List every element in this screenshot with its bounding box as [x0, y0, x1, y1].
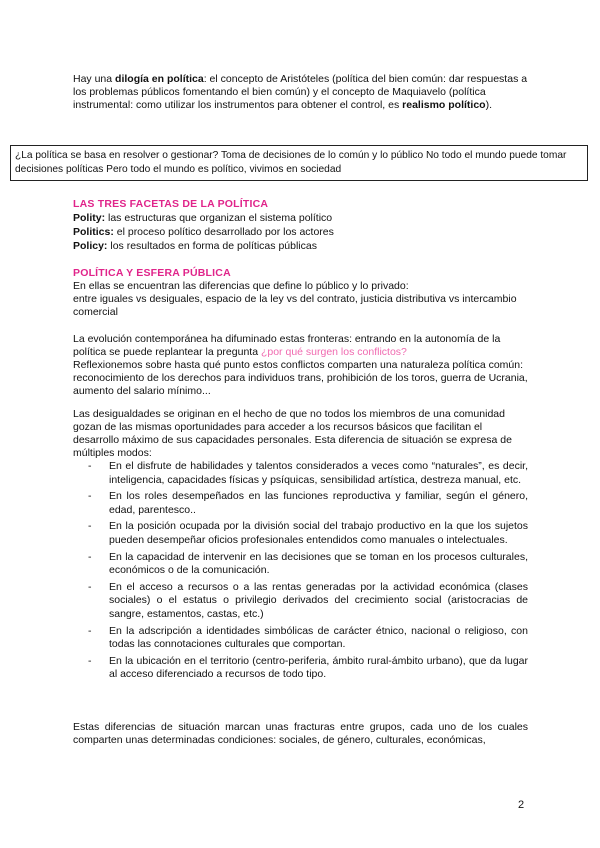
dash-bullet: - [88, 520, 92, 533]
faceta-text: los resultados en forma de políticas públicas [107, 240, 317, 252]
desigualdades-section [73, 408, 528, 685]
intro-mid: : el concepto de Aristóteles (política del bien común: dar respuestas a los problemas públicos fomentando el bien común) y el concepto de Maquiavelo (política instrumental: como utilizar los instrumentos para obtener el control, es [73, 73, 528, 111]
faceta-term: Policy: [73, 240, 108, 252]
final-text: Estas diferencias de situación marcan unas fracturas entre grupos, cada uno de los cuales comparten unas determinadas condiciones: sociales, de género, culturales, económicas, [73, 721, 528, 746]
dash-bullet: - [88, 550, 92, 563]
question-box [10, 145, 588, 181]
list-item [73, 581, 528, 622]
dash-bullet: - [88, 580, 92, 593]
faceta-term: Politics: [73, 226, 114, 238]
page-number: 2 [518, 799, 525, 811]
list-item-text: En el acceso a recursos o a las rentas generadas por la actividad económica (clases sociales) o el estatus o privilegio derivados del crecimiento social (aristocracias de sangre, estamentos, castas, etc.) [109, 580, 528, 620]
faceta-text: las estructuras que organizan el sistema político [105, 212, 333, 224]
intro-paragraph [73, 73, 528, 112]
dash-bullet: - [88, 460, 92, 472]
list-item [73, 625, 528, 652]
list-item [73, 655, 528, 682]
desigualdades-intro: Las desigualdades se originan en el hecho de que no todos los miembros de una comunidad gozan de las mismas oportunidades para acceder a los recursos básicos que facilitan el desarrollo máximo de sus capacidades personales. Esta diferencia de situación se expresa de múltiples modos: [73, 408, 512, 459]
evolucion-text1: La evolución contemporánea ha difuminado estas fronteras: entrando en la autonomía de la política se puede replantear la pregunta [73, 333, 501, 358]
final-paragraph [73, 721, 528, 747]
faceta-politics [73, 225, 528, 239]
list-item-text: En los roles desempeñados en las funciones reproductiva y familiar, según el género, edad, parentesco.. [109, 490, 528, 516]
list-item [73, 490, 528, 517]
list-item-text: En la adscripción a identidades simbólicas de carácter étnico, nacional o religioso, con todas las connotaciones culturales que comportan. [109, 624, 528, 651]
list-item-text: En la ubicación en el territorio (centro-periferia, ámbito rural-ámbito urbano), que da lugar al acceso diferenciado a recursos de todo tipo. [109, 654, 528, 681]
dash-bullet: - [88, 490, 92, 503]
esfera-heading: POLÍTICA Y ESFERA PÚBLICA [73, 267, 231, 279]
facetas-section [73, 198, 528, 253]
dash-bullet: - [88, 624, 92, 637]
intro-term-dilogia: dilogía en política [115, 73, 204, 85]
dash-bullet: - [88, 654, 92, 667]
faceta-policy [73, 239, 528, 253]
intro-pre: Hay una [73, 73, 116, 85]
esfera-line1: En ellas se encuentran las diferencias que define lo público y lo privado: [73, 280, 409, 292]
faceta-term: Polity: [73, 212, 106, 224]
esfera-section [73, 267, 528, 319]
evolucion-text2: Reflexionemos sobre hasta qué punto estos conflictos comparten una naturaleza política común: reconocimiento de los derechos para individuos trans, prohibición de los toros, guerra de Ucrania, aumento del salario mínimo... [73, 359, 528, 397]
list-item-text: En la capacidad de intervenir en las decisiones que se toman en los procesos culturales, económicos o de la comunicación. [109, 550, 528, 577]
faceta-text: el proceso político desarrollado por los actores [113, 226, 334, 238]
esfera-line2: entre iguales vs desiguales, espacio de la ley vs del contrato, justicia distributiva vs intercambio comercial [73, 293, 517, 318]
intro-post: ). [485, 99, 493, 111]
evolucion-paragraph [73, 333, 528, 398]
question-box-text: ¿La política se basa en resolver o gestionar? Toma de decisiones de lo común y lo público No todo el mundo puede tomar decisiones políticas Pero todo el mundo es político, vivimos en sociedad [15, 150, 567, 175]
list-item [73, 460, 528, 487]
facetas-heading: LAS TRES FACETAS DE LA POLÍTICA [73, 198, 269, 210]
list-item [73, 520, 528, 547]
intro-term-realismo: realismo político [402, 99, 486, 111]
faceta-polity [73, 211, 528, 225]
desigualdades-list [73, 460, 528, 682]
list-item [73, 551, 528, 578]
list-item-text: En la posición ocupada por la división social del trabajo productivo en la que los sujetos pueden desempeñar oficios profesionales entendidos como manuales o intelectuales. [109, 520, 528, 546]
list-item-text: En el disfrute de habilidades y talentos considerados a veces como “naturales”, es decir, inteligencia, capacidades físicas y psíquicas, sensibilidad artística, destreza manual, etc. [109, 460, 528, 486]
conflictos-link[interactable]: ¿por qué surgen los conflictos? [260, 346, 407, 358]
